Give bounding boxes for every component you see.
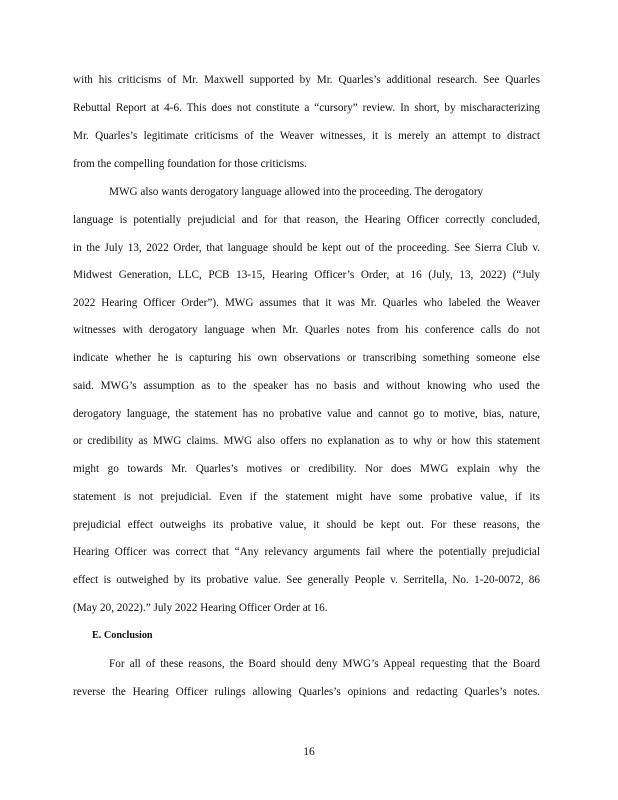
text-line: witnesses with derogatory language when Mr. Quarles notes from his conference calls do not — [73, 324, 540, 336]
text-line: language is potentially prejudicial and for that reason, the Hearing Officer correctly concluded, — [73, 214, 540, 226]
page-number: 16 — [303, 746, 315, 758]
text-line: 2022 Hearing Officer Order”). MWG assumes that it was Mr. Quarles who labeled the Weaver — [73, 297, 540, 309]
text-line: indicate whether he is capturing his own observations or transcribing something someone else — [73, 352, 540, 364]
text-line: derogatory language, the statement has no probative value and cannot go to motive, bias, nature, — [73, 408, 540, 420]
text-line: in the July 13, 2022 Order, that language should be kept out of the proceeding. See Sierra Club v. — [73, 242, 540, 254]
text-line: reverse the Hearing Officer rulings allowing Quarles’s opinions and redacting Quarles’s notes. — [73, 686, 540, 698]
text-line: might go towards Mr. Quarles’s motives or credibility. Nor does MWG explain why the — [73, 463, 540, 475]
text-line: said. MWG’s assumption as to the speaker has no basis and without knowing who used the — [73, 380, 540, 392]
text-line: Mr. Quarles’s legitimate criticisms of the Weaver witnesses, it is merely an attempt to distract — [73, 130, 540, 142]
text-line: from the compelling foundation for those criticisms. — [73, 158, 307, 170]
text-line: effect is outweighed by its probative value. See generally People v. Serritella, No. 1-20-0072, 86 — [73, 574, 540, 586]
text-line: statement is not prejudicial. Even if the statement might have some probative value, if its — [73, 491, 540, 503]
section-heading: E. Conclusion — [92, 630, 153, 641]
text-line: Midwest Generation, LLC, PCB 13-15, Hearing Officer’s Order, at 16 (July, 13, 2022) (“July — [73, 269, 540, 281]
paragraph-start-line: For all of these reasons, the Board should deny MWG’s Appeal requesting that the Board — [109, 658, 540, 670]
text-line: Hearing Officer was correct that “Any relevancy arguments fail where the potentially prejudicial — [73, 546, 540, 558]
text-line: or credibility as MWG claims. MWG also offers no explanation as to why or how this statement — [73, 435, 540, 447]
text-line: prejudicial effect outweighs its probative value, it should be kept out. For these reasons, the — [73, 519, 540, 531]
text-line: Rebuttal Report at 4-6. This does not constitute a “cursory” review. In short, by mischaracterizing — [73, 102, 540, 114]
text-line: with his criticisms of Mr. Maxwell supported by Mr. Quarles’s additional research. See Quarles — [73, 74, 540, 86]
paragraph-start-line: MWG also wants derogatory language allowed into the proceeding. The derogatory — [109, 186, 484, 198]
text-line: (May 20, 2022).” July 2022 Hearing Officer Order at 16. — [73, 602, 328, 614]
